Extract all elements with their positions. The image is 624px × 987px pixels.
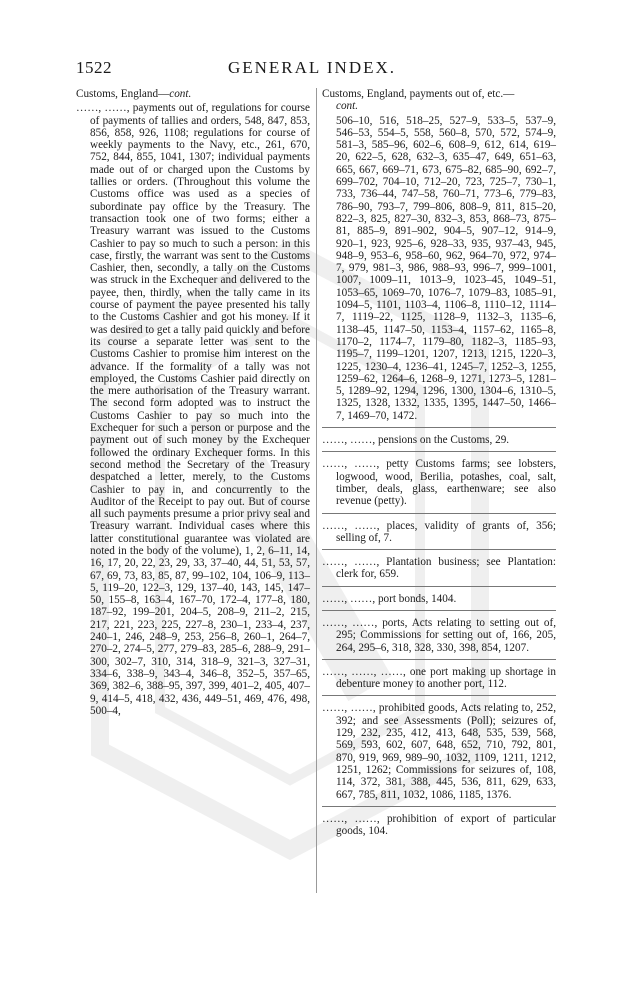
right-heading-cont: cont. <box>336 100 359 113</box>
entry-rule <box>322 586 556 587</box>
index-entry: ……, ……, pensions on the Customs, 29. <box>322 434 510 447</box>
right-column <box>322 88 556 842</box>
right-entries-list <box>322 427 556 837</box>
index-entry: ……, ……, ports, Acts relating to setting out of, 295; Commissions for setting out of, 166, 205, 264, 295–6, 318, 328, 330, 398, 854, 1207. <box>322 616 556 654</box>
left-column <box>76 88 310 722</box>
right-column-heading <box>322 88 556 113</box>
left-heading-main: Customs, England— <box>76 88 170 100</box>
left-heading-cont: cont. <box>169 88 192 100</box>
column-divider <box>316 88 317 893</box>
index-entry: ……, ……, places, validity of grants of, 356; selling of, 7. <box>322 519 556 544</box>
running-title: GENERAL INDEX. <box>227 58 397 77</box>
entry-rule <box>322 427 556 428</box>
left-column-heading <box>76 88 310 100</box>
index-entry: ……, ……, prohibited goods, Acts relating to, 252, 392; and see Assessments (Poll); seizures of, 129, 232, 235, 412, 413, 648, 535, 539, 568, 569, 593, 602, 607, 648, 652, 710, 792, 801, 870, 919, 969, 989–90, 1032, 1109, 1211, 1212, 1251, 1262; Commissions for seizures of, 108, 114, 372, 381, 388, 445, 536, 811, 629, 633, 667, 785, 811, 1032, 1086, 1185, 1376. <box>322 702 556 801</box>
entry-rule <box>322 695 556 696</box>
entry-rule <box>322 659 556 660</box>
index-entry-payments: ……, ……, payments out of, regulations for course of payments of tallies and orders, 548, 847, 853, 856, 858, 926, 1108; regulations for course of weekly payments to the Navy, etc., 261, 670, 752, 844, 855, 1041, 1307; individual payments made out of or charged upon the Customs by tallies or orders. (Throughout this volume the Customs office was used as a species of subordinate pay office by the Treasury. The transaction took one of two forms; either a Treasury warrant was issued to the Customs Cashier to pay so much to such a person: in this case, firstly, the warrant was sent to the Customs Cashier, then, secondly, a tally on the Customs was struck in the Exchequer and delivered to the payee, then, thirdly, when the tally came in its course of payment the payee presented his tally to the Customs Cashier and got his money. If it was desired to get a tally paid quickly and before its course a separate letter was sent to the Customs Cashier to promise him interest on the advance. If the formality of a tally was not employed, the Customs Cashier paid directly on the mere authorisation of the Treasury warrant. The second form adopted was to instruct the Customs Cashier to pay so much into the Exchequer for such a person or purpose and the payment out of such money by the Exchequer followed the ordinary Exchequer forms. In this second method the Secretary of the Treasury despatched a letter, merely, to the Customs Cashier to pay in, and concurrently to the Auditor of the Receipt to pay out. But of course all such payments presume a prior privy seal and Treasury warrant. Individual cases where this latter constitutional guarantee was violated are noted in the body of the volume), 1, 2, 6–11, 14, 16, 17, 20, 22, 23, 29, 33, 37–40, 44, 51, 53, 57, 67, 69, 73, 83, 85, 87, 99–102, 104, 106–9, 113–5, 119–20, 122–3, 129, 137–40, 143, 145, 147–50, 155–8, 163–4, 167–70, 172–4, 177–8, 180, 187–92, 199–201, 204–5, 208–9, 211–2, 215, 217, 221, 223, 225, 227–8, 230–1, 233–4, 237, 240–1, 246, 248–9, 253, 256–8, 260–1, 264–7, 270–2, 274–5, 277, 279–83, 285–6, 288–9, 291–300, 302–7, 310, 314, 318–9, 321–3, 327–31, 334–6, 338–9, 343–4, 346–8, 352–5, 357–65, 369, 382–6, 388–95, 397, 399, 401–2, 405, 407–9, 414–5, 418, 432, 436, 449–51, 469, 476, 498, 500–4, <box>76 102 310 717</box>
entry-rule <box>322 610 556 611</box>
entry-rule <box>322 549 556 550</box>
continued-page-refs: 506–10, 516, 518–25, 527–9, 533–5, 537–9, 546–53, 554–5, 558, 560–8, 570, 572, 574–9, 581–3, 585–96, 602–6, 608–9, 612, 614, 619–20, 622–5, 628, 632–3, 635–47, 649, 651–63, 665, 667, 669–71, 673, 675–82, 685–90, 692–7, 699–702, 704–10, 712–20, 723, 725–7, 730–1, 733, 736–44, 747–58, 760–71, 773–6, 779–83, 786–90, 793–7, 799–806, 808–9, 811, 815–20, 822–3, 825, 827–30, 832–3, 853, 868–73, 875–81, 885–9, 891–902, 904–5, 907–12, 914–9, 920–1, 923, 925–6, 928–33, 935, 937–43, 945, 948–9, 953–6, 958–60, 962, 964–70, 972, 974–7, 979, 981–3, 986, 988–93, 996–7, 999–1001, 1007, 1009–11, 1013–9, 1023–45, 1049–51, 1053–65, 1069–70, 1076–7, 1079–83, 1085–91, 1094–5, 1101, 1103–4, 1106–8, 1110–12, 1114–7, 1119–22, 1125, 1128–9, 1132–3, 1135–6, 1138–45, 1147–50, 1153–4, 1157–62, 1165–8, 1170–2, 1174–7, 1179–80, 1182–3, 1185–93, 1195–7, 1199–1201, 1207, 1213, 1215, 1220–3, 1225, 1230–4, 1236–41, 1245–7, 1252–3, 1255, 1259–62, 1264–6, 1268–9, 1271, 1273–5, 1281–5, 1289–92, 1294, 1296, 1300, 1304–6, 1310–5, 1325, 1328, 1332, 1335, 1395, 1447–50, 1466–7, 1469–70, 1472. <box>336 114 556 422</box>
entry-rule <box>322 806 556 807</box>
index-entry: ……, ……, petty Customs farms; see lobsters, logwood, wood, Berilia, potashes, coal, salt, timber, deals, glass, earthenware; see also revenue (petty). <box>322 458 556 508</box>
index-entry: ……, ……, ……, one port making up shortage in debenture money to another port, 112. <box>322 665 556 691</box>
index-entry: ……, ……, port bonds, 1404. <box>322 592 457 605</box>
index-entry: ……, ……, Plantation business; see Plantation: clerk for, 659. <box>322 556 556 581</box>
page-number: 1522 <box>76 58 112 77</box>
right-heading-main: Customs, England, payments out of, etc.— <box>322 88 515 100</box>
entry-rule <box>322 513 556 514</box>
entry-rule <box>322 451 556 452</box>
index-entry: ……, ……, prohibition of export of particular goods, 104. <box>322 812 556 838</box>
